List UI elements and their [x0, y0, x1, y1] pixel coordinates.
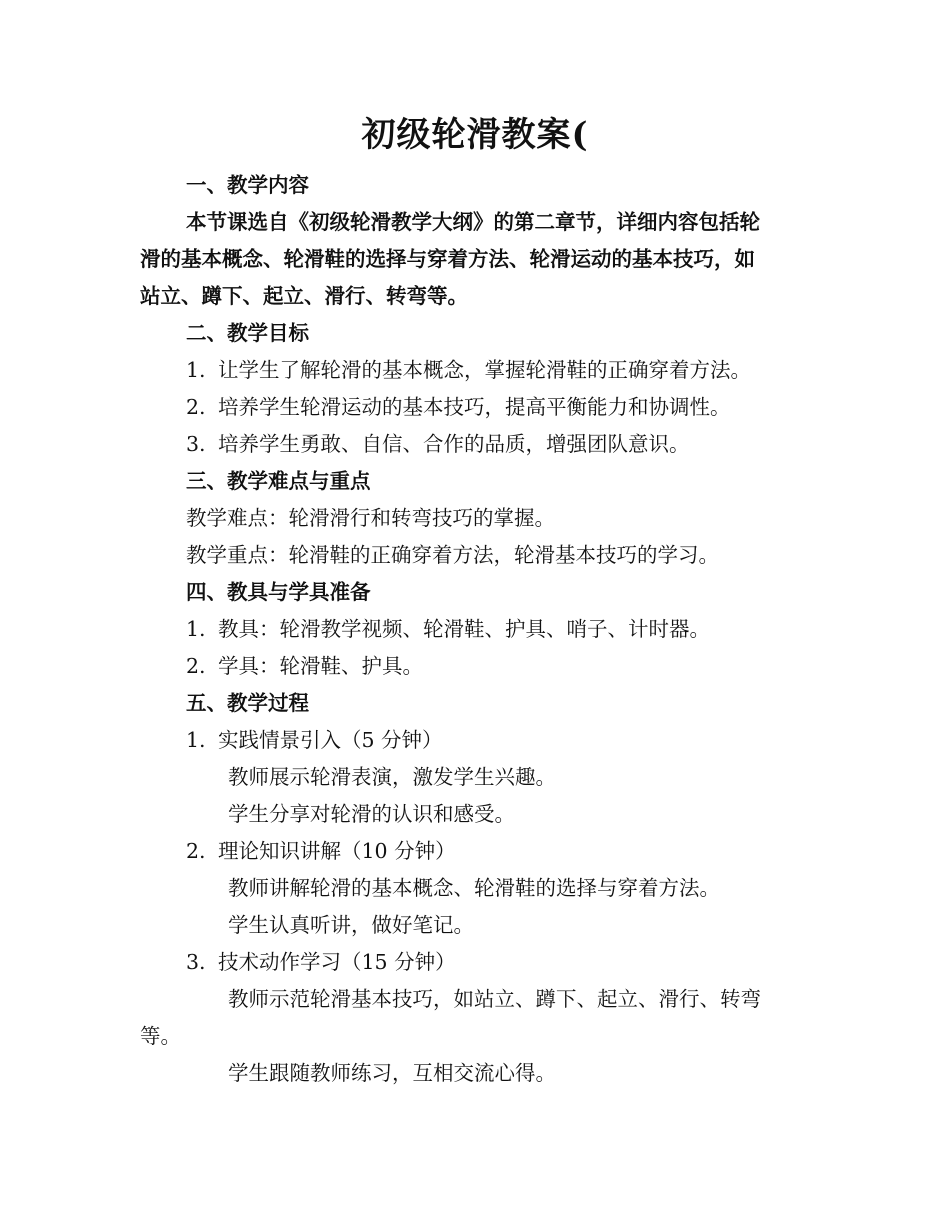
process-detail: 教师示范轮滑基本技巧，如站立、蹲下、起立、滑行、转弯 [228, 987, 761, 1011]
list-text: 让学生了解轮滑的基本概念，掌握轮滑鞋的正确穿着方法。 [218, 358, 751, 382]
list-number: 1. [186, 728, 206, 752]
key-point-line: 教学重点：轮滑鞋的正确穿着方法，轮滑基本技巧的学习。 [186, 543, 719, 567]
section-heading-process: 五、教学过程 [186, 691, 309, 715]
document-title: 初级轮滑教案( [361, 115, 589, 155]
list-text: 培养学生勇敢、自信、合作的品质，增强团队意识。 [218, 432, 690, 456]
list-number: 2. [186, 654, 206, 678]
process-detail: 教师讲解轮滑的基本概念、轮滑鞋的选择与穿着方法。 [228, 876, 720, 900]
section-heading-content: 一、教学内容 [186, 173, 309, 197]
material-item [186, 651, 423, 681]
content-paragraph-line-1: 本节课选自《初级轮滑教学大纲》的第二章节，详细内容包括轮 [186, 210, 760, 234]
content-paragraph-line-3: 站立、蹲下、起立、滑行、转弯等。 [140, 284, 468, 308]
objective-item [186, 355, 751, 385]
list-text: 学具：轮滑鞋、护具。 [218, 654, 423, 678]
section-heading-difficulties: 三、教学难点与重点 [186, 469, 371, 493]
difficulty-line: 教学难点：轮滑滑行和转弯技巧的掌握。 [186, 506, 555, 530]
list-number: 1. [186, 617, 206, 641]
list-number: 1. [186, 358, 206, 382]
objective-item [186, 429, 690, 459]
list-number: 2. [186, 395, 206, 419]
process-step [186, 947, 456, 977]
section-heading-objectives: 二、教学目标 [186, 321, 309, 345]
section-heading-materials: 四、教具与学具准备 [186, 580, 371, 604]
process-detail-continuation: 等。 [140, 1024, 181, 1048]
content-paragraph-line-2: 滑的基本概念、轮滑鞋的选择与穿着方法、轮滑运动的基本技巧，如 [140, 247, 755, 271]
list-number: 3. [186, 432, 206, 456]
list-text: 教具：轮滑教学视频、轮滑鞋、护具、哨子、计时器。 [218, 617, 710, 641]
list-text: 理论知识讲解（10 分钟） [218, 839, 456, 863]
process-step [186, 725, 443, 755]
objective-item [186, 392, 731, 422]
process-detail: 学生分享对轮滑的认识和感受。 [228, 802, 515, 826]
process-detail: 学生跟随教师练习，互相交流心得。 [228, 1061, 556, 1085]
list-text: 实践情景引入（5 分钟） [218, 728, 443, 752]
list-number: 3. [186, 950, 206, 974]
process-detail: 教师展示轮滑表演，激发学生兴趣。 [228, 765, 556, 789]
list-text: 培养学生轮滑运动的基本技巧，提高平衡能力和协调性。 [218, 395, 731, 419]
process-step [186, 836, 456, 866]
list-text: 技术动作学习（15 分钟） [218, 950, 456, 974]
process-detail: 学生认真听讲，做好笔记。 [228, 913, 474, 937]
list-number: 2. [186, 839, 206, 863]
material-item [186, 614, 710, 644]
